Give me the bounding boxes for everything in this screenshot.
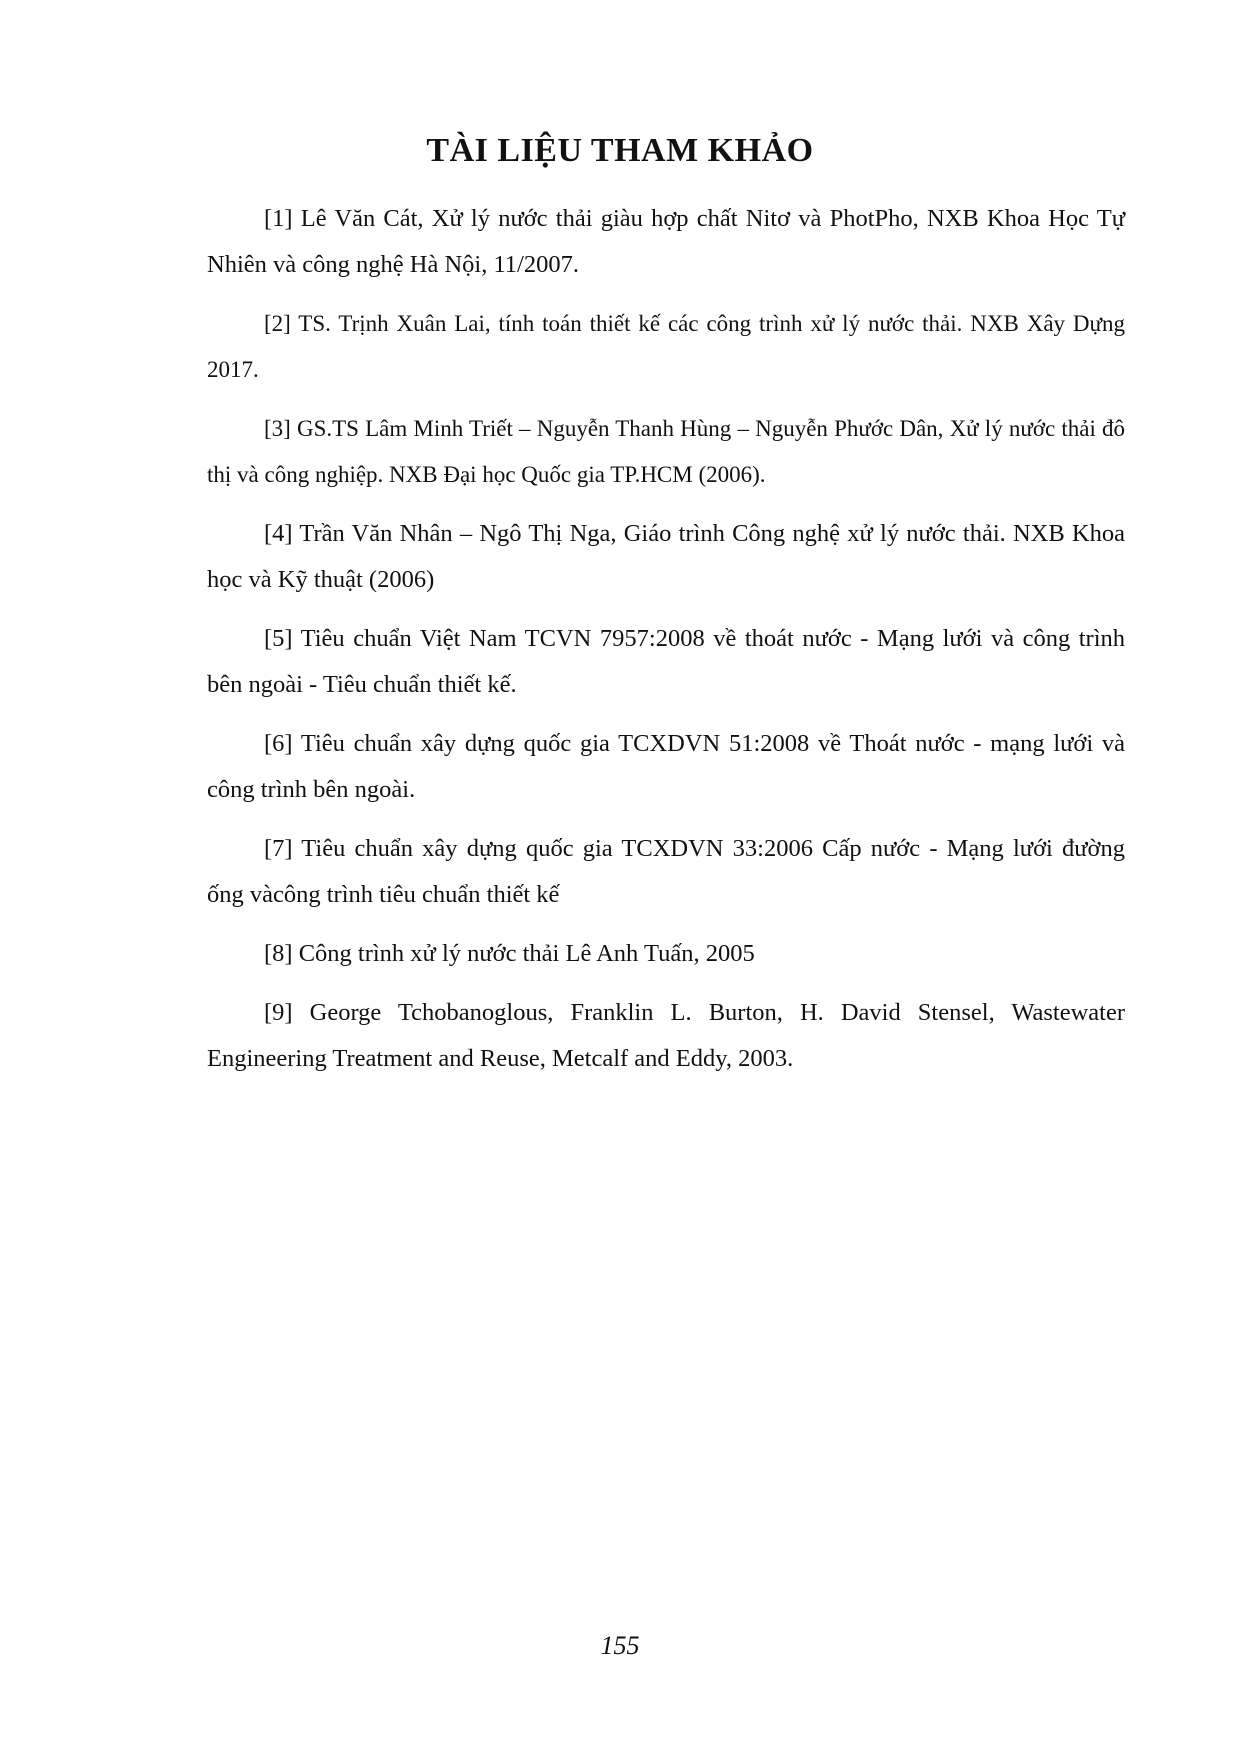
reference-item-5: [5] Tiêu chuẩn Việt Nam TCVN 7957:2008 về thoát nước - Mạng lưới và công trình bên ngoài - Tiêu chuẩn thiết kế. (207, 625, 1125, 698)
reference-item-7: [7] Tiêu chuẩn xây dựng quốc gia TCXDVN 33:2006 Cấp nước - Mạng lưới đường ống vàcông trình tiêu chuẩn thiết kế (207, 835, 1125, 908)
reference-item-6: [6] Tiêu chuẩn xây dựng quốc gia TCXDVN 51:2008 về Thoát nước - mạng lưới và công trình bên ngoài. (207, 730, 1125, 803)
reference-item-2: [2] TS. Trịnh Xuân Lai, tính toán thiết kế các công trình xử lý nước thải. NXB Xây Dựng 2017. (207, 311, 1125, 382)
reference-item-3: [3] GS.TS Lâm Minh Triết – Nguyễn Thanh Hùng – Nguyễn Phước Dân, Xử lý nước thải đô thị và công nghiệp. NXB Đại học Quốc gia TP.HCM (2006). (207, 416, 1125, 487)
page-title: TÀI LIỆU THAM KHẢO (426, 132, 814, 169)
reference-item-8: [8] Công trình xử lý nước thải Lê Anh Tuấn, 2005 (264, 940, 755, 967)
reference-item-9: [9] George Tchobanoglous, Franklin L. Burton, H. David Stensel, Wastewater Engineering Treatment and Reuse, Metcalf and Eddy, 2003. (207, 999, 1125, 1072)
reference-item-1: [1] Lê Văn Cát, Xử lý nước thải giàu hợp chất Nitơ và PhotPho, NXB Khoa Học Tự Nhiên và công nghệ Hà Nội, 11/2007. (207, 205, 1125, 278)
reference-list (207, 196, 1125, 1095)
reference-item-4: [4] Trần Văn Nhân – Ngô Thị Nga, Giáo trình Công nghệ xử lý nước thải. NXB Khoa học và Kỹ thuật (2006) (207, 520, 1125, 593)
page-number: 155 (600, 1631, 640, 1660)
